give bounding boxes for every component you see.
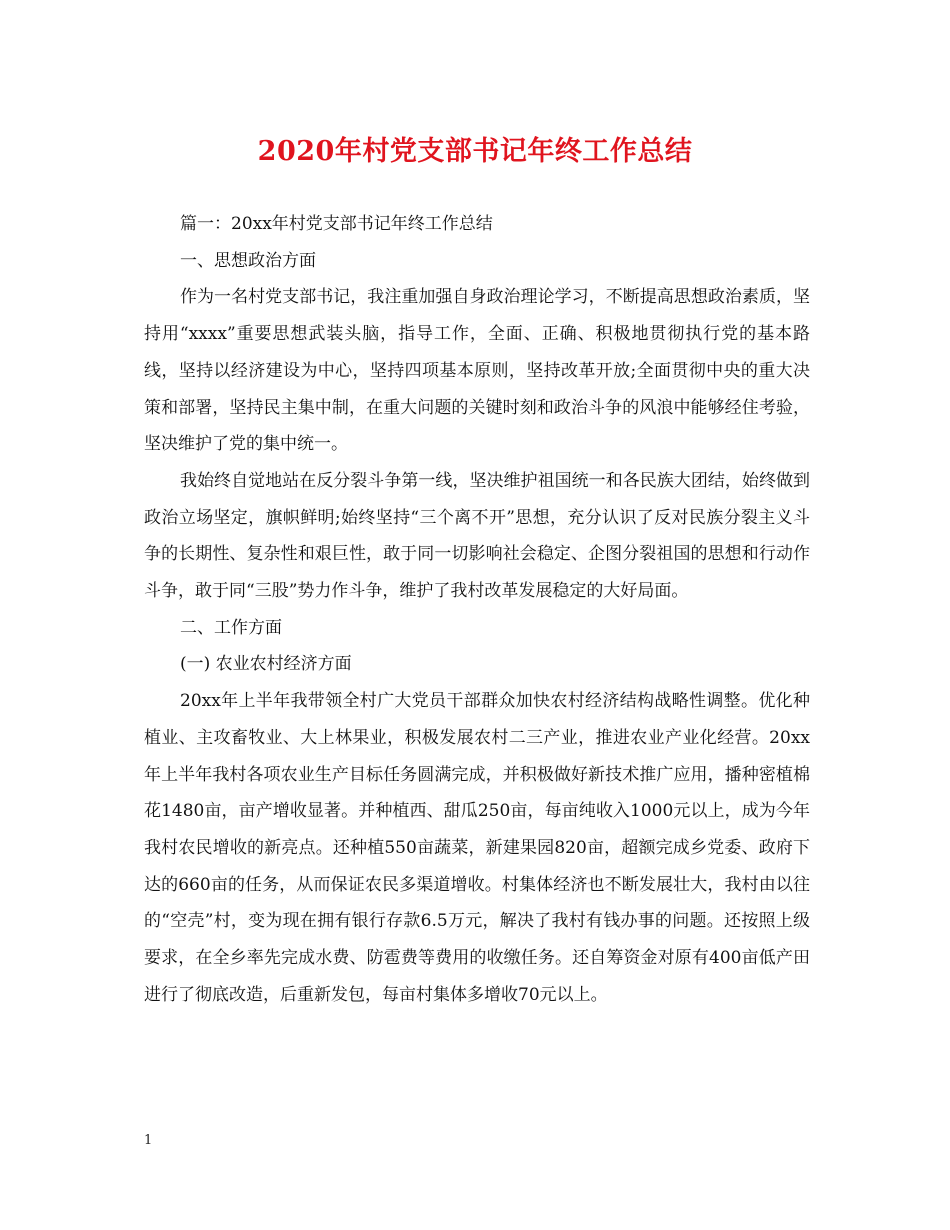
paragraph-heading-work: 二、工作方面 bbox=[180, 617, 282, 638]
paragraph-section-heading: 篇一：20xx年村党支部书记年终工作总结 bbox=[180, 214, 493, 234]
paragraph-anti-separatism: 我始终自觉地站在反分裂斗争第一线，坚决维护祖国统一和各民族大团结，始终做到政治立场坚定，旗帜鲜明;始终坚持“三个离不开”思想，充分认识了反对民族分裂主义斗争的长期性、复杂性和艰巨性，敢于同一切影响社会稳定、企图分裂祖国的思想和行动作斗争，敢于同“三股”势力作斗争，维护了我村改革发展稳定的大好局面。 bbox=[144, 470, 810, 602]
page-number: 1 bbox=[144, 1133, 153, 1148]
paragraph-subheading-agriculture: (一) 农业农村经济方面 bbox=[180, 654, 352, 675]
document-body bbox=[144, 206, 810, 1013]
paragraph-agriculture-economy: 20xx年上半年我带领全村广大党员干部群众加快农村经济结构战略性调整。优化种植业、主攻畜牧业、大上林果业，积极发展农村二三产业，推进农业产业化经营。20xx年上半年我村各项农业生产目标任务圆满完成，并积极做好新技术推广应用，播种密植棉花1480亩，亩产增收显著。并种植西、甜瓜250亩，每亩纯收入1000元以上，成为今年我村农民增收的新亮点。还种植550亩蔬菜，新建果园820亩，超额完成乡党委、政府下达的660亩的任务，从而保证农民多渠道增收。村集体经济也不断发展壮大，我村由以往的“空壳”村，变为现在拥有银行存款6.5万元，解决了我村有钱办事的问题。还按照上级要求，在全乡率先完成水费、防雹费等费用的收缴任务。还自筹资金对原有400亩低产田进行了彻底改造，后重新发包，每亩村集体多增收70元以上。 bbox=[144, 691, 810, 1005]
paragraph-heading-political: 一、思想政治方面 bbox=[180, 250, 316, 271]
document-title: 2020年村党支部书记年终工作总结 bbox=[257, 136, 693, 167]
paragraph-political-study: 作为一名村党支部书记，我注重加强自身政治理论学习，不断提高思想政治素质，坚持用“xxxx”重要思想武装头脑，指导工作，全面、正确、积极地贯彻执行党的基本路线，坚持以经济建设为中心，坚持四项基本原则，坚持改革开放;全面贯彻中央的重大决策和部署，坚持民主集中制，在重大问题的关键时刻和政治斗争的风浪中能够经住考验，坚决维护了党的集中统一。 bbox=[144, 287, 810, 455]
